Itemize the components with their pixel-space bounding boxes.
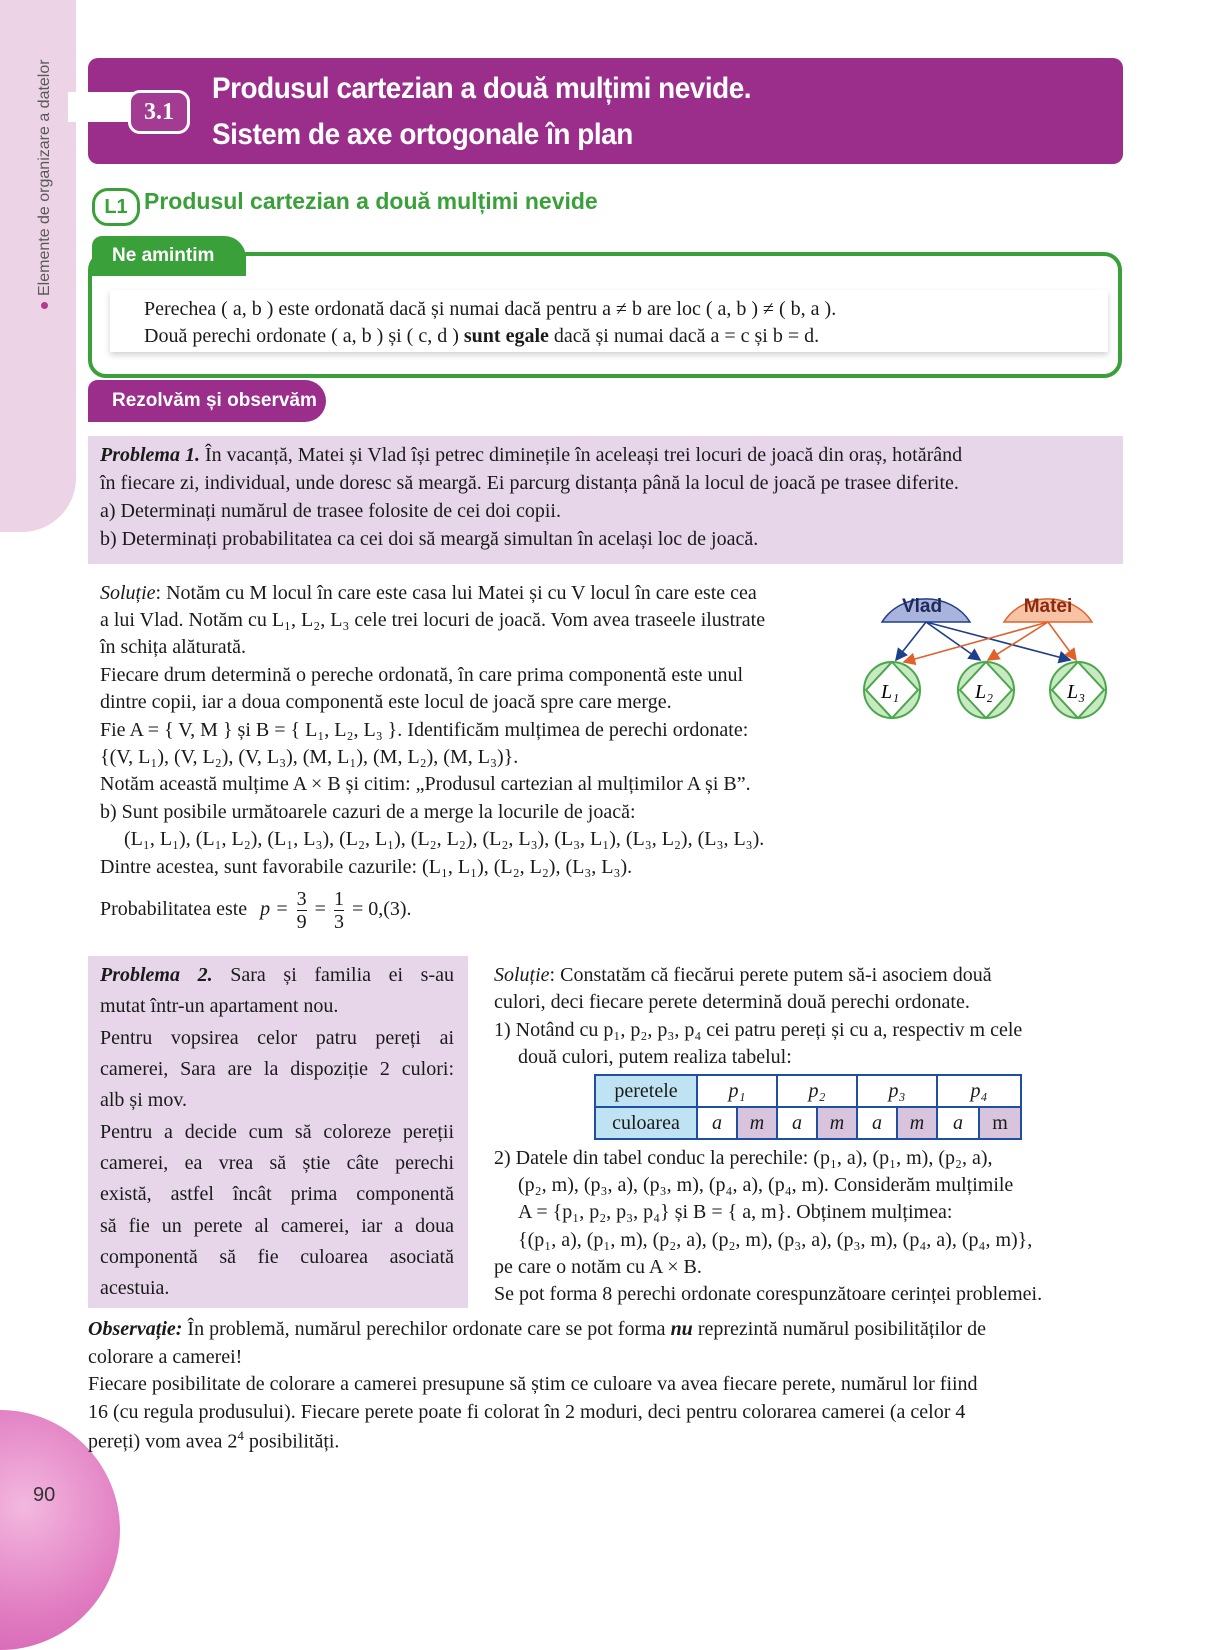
- solution1-line9: (L₁, L₁), (L₁, L₂), (L₁, L₃), (L₂, L₁), (L₂, L₂), (L₂, L₃), (L₃, L₁), (L₃, L₂), (L₃, L₃).: [124, 828, 765, 850]
- solution2-line1: culori, deci fiecare perete determină două perechi ordonate.: [494, 991, 970, 1013]
- place-node-l1: [864, 662, 920, 718]
- table-cell-color: m: [979, 1107, 1021, 1139]
- solution2-line0: Soluție: Constatăm că fiecărui perete putem să-i asociem două: [494, 964, 992, 986]
- problem2-line0: Problema 2. Sara și familia ei s-au: [100, 964, 455, 986]
- place-label-l3: L₃: [1066, 681, 1086, 703]
- probability-line: Probabilitatea este p = $\frac{3}{9}$ = $\frac{1}{3}$ = 0,(3).: [100, 888, 412, 933]
- table-header-colors: culoarea: [595, 1107, 697, 1139]
- page-number: 90: [33, 1484, 56, 1506]
- solution2-line4: 2) Datele din tabel conduc la perechile: (p₁, a), (p₁, m), (p₂, a),: [494, 1147, 993, 1169]
- solution2-line9: Se pot forma 8 perechi ordonate corespunzătoare cerinței problemei.: [494, 1283, 1043, 1305]
- table-cell-color: a: [777, 1107, 817, 1139]
- fraction-3-9: $\frac{3}{9}$: [296, 888, 307, 933]
- problem1-line3: a) Determinați numărul de trasee folosite de cei doi copii.: [100, 500, 561, 522]
- bullet-dot-icon: [41, 302, 48, 309]
- problem2-line5: Pentru a decide cum să coloreze pereții: [100, 1121, 454, 1143]
- vlad-label: Vlad: [901, 596, 943, 617]
- solution2-line6: A = {p₁, p₂, p₃, p₄} și B = { a, m}. Obținem mulțimea:: [518, 1201, 953, 1223]
- route-matei-l3: [1048, 622, 1076, 660]
- table-cell-color: m: [817, 1107, 857, 1139]
- problem2-line10: acestuia.: [100, 1277, 170, 1299]
- matei-label: Matei: [1023, 596, 1073, 617]
- fraction-1-3: $\frac{1}{3}$: [333, 888, 344, 933]
- solution1-line5: Fie A = { V, M } și B = { L₁, L₂, L₃ }. Identificăm mulțimea de perechi ordonate:: [100, 719, 749, 741]
- table-row: [595, 1107, 1021, 1139]
- solution1-line7: Notăm această mulțime A × B și citim: „Produsul cartezian al mulțimilor A și B”.: [100, 773, 751, 795]
- solution2-line2: 1) Notând cu p₁, p₂, p₃, p₄ cei patru pereți și cu a, respectiv m cele: [494, 1019, 1023, 1041]
- place-label-l1: L₁: [880, 681, 900, 703]
- solution1-line8: b) Sunt posibile următoarele cazuri de a merge la locurile de joacă:: [100, 801, 636, 823]
- solution1-line2: în schița alăturată.: [100, 636, 247, 658]
- solve-label: Rezolvăm și observăm: [88, 380, 326, 422]
- page-title-line2: Sistem de axe ortogonale în plan: [212, 118, 633, 151]
- page-title-line1: Produsul cartezian a două mulțimi nevide.: [212, 72, 752, 105]
- route-vlad-l1: [896, 622, 926, 660]
- page-title: [212, 66, 751, 158]
- lesson-badge: L1: [92, 188, 140, 226]
- solution1-line4: dintre copii, iar a doua componentă este locul de joacă spre care merge.: [100, 691, 672, 713]
- solution2-line8: pe care o notăm cu A × B.: [494, 1256, 702, 1278]
- solution1-line10: Dintre acestea, sunt favorabile cazurile: (L₁, L₁), (L₂, L₂), (L₃, L₃).: [100, 856, 633, 878]
- problem2-line4: alb și mov.: [100, 1089, 188, 1111]
- walls-colors-table: [594, 1074, 1022, 1140]
- solution1-line1: a lui Vlad. Notăm cu L₁, L₂, L₃ cele trei locuri de joacă. Vom avea traseele ilustrate: [100, 609, 766, 631]
- table-cell-wall: p₁: [697, 1075, 777, 1107]
- problem2-line8: să fie un perete al camerei, iar a doua: [100, 1215, 454, 1237]
- table-cell-color: a: [937, 1107, 979, 1139]
- problem1-line1: Problema 1. În vacanță, Matei și Vlad își petrec diminețile în aceleași trei locuri de joacă din oraș, hotărând: [100, 444, 963, 466]
- place-node-l3: [1050, 662, 1106, 718]
- problem2-line6: camerei, ea vrea să știe câte perechi: [100, 1152, 454, 1174]
- sidebar-chapter-label: Elemente de organizare a datelor: [36, 49, 54, 309]
- observation-line4: 16 (cu regula produsului). Fiecare perete poate fi colorat în 2 moduri, deci pentru colorarea camerei (a celor 4: [88, 1401, 966, 1423]
- solution2-line3: două culori, putem realiza tabelul:: [518, 1046, 792, 1068]
- problem2-line2: Pentru vopsirea celor patru pereți ai: [100, 1027, 454, 1049]
- section-badge: 3.1: [128, 90, 190, 134]
- solution1-line3: Fiecare drum determină o pereche ordonată, în care prima componentă este unul: [100, 664, 744, 686]
- table-cell-color: m: [897, 1107, 937, 1139]
- table-cell-wall: p₂: [777, 1075, 857, 1107]
- table-cell-wall: p₄: [937, 1075, 1021, 1107]
- observation-line1: Observație: În problemă, numărul perechilor ordonate care se pot forma nu reprezintă numărul posibilităților de: [88, 1318, 987, 1340]
- remember-line1: Perechea ( a, b ) este ordonată dacă și numai dacă pentru a ≠ b are loc ( a, b ) ≠ ( b, a ).: [144, 298, 837, 320]
- solution1-line6: {(V, L₁), (V, L₂), (V, L₃), (M, L₁), (M, L₂), (M, L₃)}.: [100, 746, 519, 768]
- solution2-line7: {(p₁, a), (p₁, m), (p₂, a), (p₂, m), (p₃, a), (p₃, m), (p₄, a), (p₄, m)},: [518, 1229, 1033, 1251]
- observation-line5: pereți) vom avea $2^4$ posibilități.: [88, 1428, 340, 1453]
- problem1-line2: în fiecare zi, individual, unde doresc să meargă. Ei parcurg distanța până la locul de joacă pe trasee diferite.: [100, 472, 959, 494]
- route-matei-l1: [904, 622, 1048, 662]
- table-cell-wall: p₃: [857, 1075, 937, 1107]
- routes-diagram: [860, 572, 1122, 732]
- place-node-l2: [958, 662, 1014, 718]
- solution1-line0: Soluție: Notăm cu M locul în care este casa lui Matei și cu V locul în care este cea: [100, 582, 757, 604]
- table-cell-color: m: [737, 1107, 777, 1139]
- lesson-title: Produsul cartezian a două mulțimi nevide: [144, 188, 598, 214]
- observation-line2: colorare a camerei!: [88, 1346, 243, 1368]
- solution2-line5: (p₂, m), (p₃, a), (p₃, m), (p₄, a), (p₄, m). Considerăm mulțimile: [518, 1174, 1014, 1196]
- problem2-line7: există, astfel încât prima componentă: [100, 1183, 454, 1205]
- table-header-walls: peretele: [595, 1075, 697, 1107]
- problem2-line3: camerei, Sara are la dispoziție 2 culori:: [100, 1058, 454, 1080]
- remember-line2: Două perechi ordonate ( a, b ) și ( c, d ) sunt egale dacă și numai dacă a = c și b = d.: [144, 325, 820, 347]
- problem2-line9: componentă să fie culoarea asociată: [100, 1246, 454, 1268]
- problem2-line1: mutat într-un apartament nou.: [100, 995, 339, 1017]
- observation-line3: Fiecare posibilitate de colorare a camerei presupune să știm ce culoare va avea fiecare perete, numărul lor fiind: [88, 1373, 978, 1395]
- remember-label: Ne amintim: [92, 236, 246, 276]
- table-cell-color: a: [857, 1107, 897, 1139]
- problem1-line4: b) Determinați probabilitatea ca cei doi să meargă simultan în același loc de joacă.: [100, 528, 759, 550]
- table-row: [595, 1075, 1021, 1107]
- place-label-l2: L₂: [974, 681, 994, 703]
- table-cell-color: a: [697, 1107, 737, 1139]
